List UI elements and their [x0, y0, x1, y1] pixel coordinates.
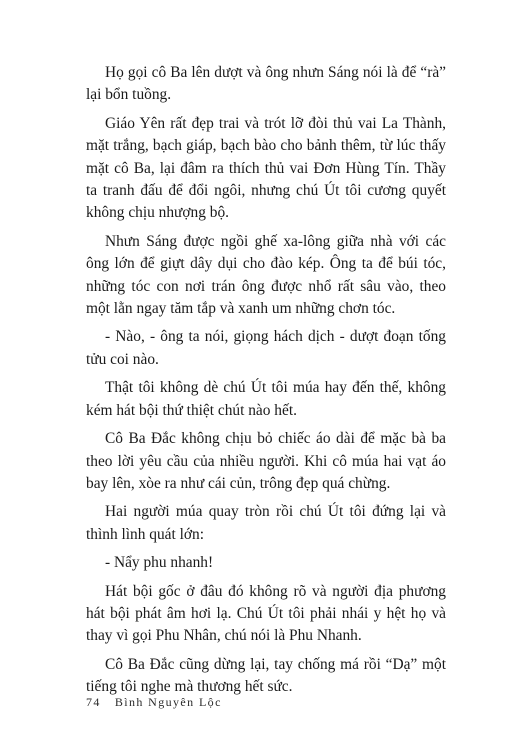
paragraph-3: Nhưn Sáng được ngồi ghế xa-lông giữa nhà với các ông lớn để giựt dây dụi cho đào kép. Ông ta để búi tóc, những tóc con nơi trán ông được nhổ rất sâu vào, theo một lằn ngay tăm tắp và xanh um những chơn tóc.: [86, 232, 446, 318]
page-number: 74: [86, 695, 101, 709]
body-text: [86, 62, 446, 705]
paragraph-9: Hát bội gốc ở đâu đó không rõ và người địa phương hát bội phát âm hơi lạ. Chú Út tôi phải nhái y hệt họ và thay vì gọi Phu Nhân, chú nói là Phu Nhanh.: [86, 582, 446, 645]
paragraph-5: Thật tôi không dè chú Út tôi múa hay đến thế, không kém hát bội thứ thiệt chút nào hết.: [86, 379, 446, 419]
paragraph-2: Giáo Yên rất đẹp trai và trót lỡ đòi thủ vai La Thành, mặt trắng, bạch giáp, bạch bào cho bảnh thêm, từ lúc thấy mặt cô Ba, lại đâm ra thích thủ vai Đơn Hùng Tín. Thầy ta tranh đấu để đổi ngôi, nhưng chú Út tôi cương quyết không chịu nhượng bộ.: [86, 114, 446, 222]
page-footer: [86, 695, 222, 710]
paragraph-7: Hai người múa quay tròn rồi chú Út tôi đứng lại và thình lình quát lớn:: [86, 503, 446, 543]
author-name: Bình Nguyên Lộc: [114, 695, 222, 709]
paragraph-6: Cô Ba Đắc không chịu bỏ chiếc áo dài để mặc bà ba theo lời yêu cầu của nhiều người. Khi cô múa hai vạt áo bay lên, xòe ra như cái củn, trông đẹp quá chừng.: [86, 430, 446, 492]
paragraph-1: Họ gọi cô Ba lên dượt và ông nhưn Sáng nói là để “rà” lại bổn tuồng.: [86, 64, 446, 104]
paragraph-8: - Nẩy phu nhanh!: [105, 554, 214, 572]
paragraph-4: - Nào, - ông ta nói, giọng hách dịch - dượt đoạn tống tửu coi nào.: [86, 328, 446, 368]
paragraph-10: Cô Ba Đắc cũng dừng lại, tay chống má rồi “Dạ” một tiếng tôi nghe mà thương hết sức.: [86, 655, 446, 696]
